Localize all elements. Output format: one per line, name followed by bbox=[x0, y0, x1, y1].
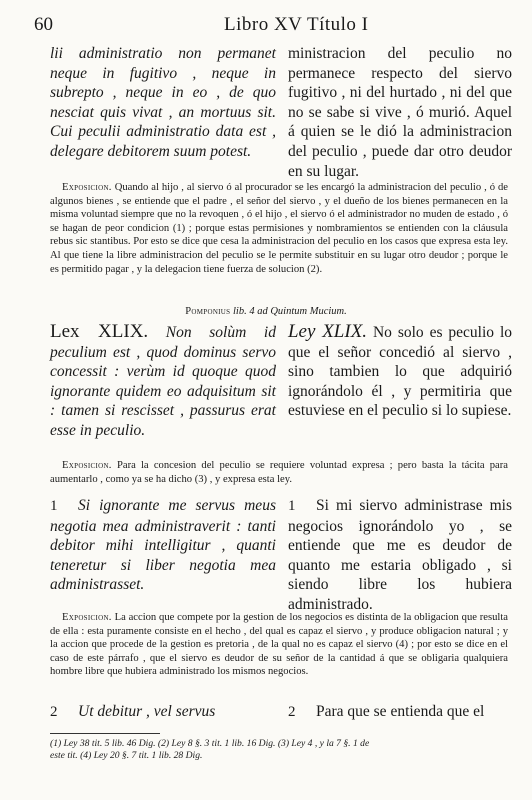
spanish-column bbox=[288, 496, 512, 615]
exposicion-text: Para la concesion del peculio se requiere voluntad expresa ; pero basta la tácita para aumentarlo , como ya se ha dicho (3) , y expresa esta ley. bbox=[50, 460, 508, 485]
exposicion-label: Exposicion. bbox=[62, 182, 112, 193]
ley-heading: Ley XLIX. bbox=[287, 321, 368, 342]
spanish-column bbox=[288, 702, 512, 723]
exposicion-label: Exposicion. bbox=[62, 612, 112, 623]
page-header bbox=[34, 14, 508, 40]
spanish-column bbox=[288, 322, 512, 441]
latin-text: Ut debitur , vel servus bbox=[78, 703, 216, 720]
exposicion-text: La accion que compete por la gestion de los negocios es distinta de la obligacion que resulta de ella : esta puramente consiste en el hecho , del qual es capaz el siervo , y produce obligacion natural ; y la accion que procede de la gestion es pretoria , de la qual no es capaz el siervo (4) ; por esto se dice en el caso de este párrafo , que el siervo es deudor de su señor de la cantidad á que se obligaria qualquiera hombre libre que hubiera administrado los mismos negocios. bbox=[50, 612, 508, 678]
source-attribution bbox=[0, 306, 532, 317]
page-number: 60 bbox=[34, 14, 53, 35]
footnote-line-1: (1) Ley 38 tit. 5 lib. 46 Dig. (2) Ley 8 §. 3 tit. 1 lib. 16 Dig. (3) Ley 4 , y la 7 §. 1 de bbox=[50, 738, 370, 749]
paragraph-number: 1 bbox=[287, 498, 296, 514]
parallel-text-block-3 bbox=[50, 496, 512, 615]
exposicion-1 bbox=[50, 181, 508, 276]
spanish-column: ministracion del peculio no permanece respecto del siervo fugitivo , ni del hurtado , ni del que no se sabe si vive , ó murió. Aquel á quien se le dió la administracion del peculio , puede dar otro deudor en su lugar. bbox=[287, 45, 512, 180]
exposicion-2 bbox=[50, 459, 508, 486]
footnote-divider bbox=[50, 733, 160, 734]
paragraph-number: 2 bbox=[287, 704, 296, 720]
footnotes bbox=[50, 738, 508, 762]
parallel-text-block-2 bbox=[50, 322, 512, 441]
parallel-text-block-4 bbox=[50, 702, 512, 723]
latin-column: lii administratio non permanet neque in fugitivo , neque in subrepto , neque in eo , de quo nesciat quis vivat , an mortuus sit. Cui peculii administratio data est , delegare debitorem suum potest. bbox=[50, 45, 276, 160]
footnote-line-2: este tit. (4) Ley 20 §. 7 tit. 1 lib. 28 Dig. bbox=[50, 750, 203, 761]
running-title: Libro XV Título I bbox=[224, 14, 369, 35]
lex-text: Non solùm id peculium est , quod dominus servo concessit : verùm id quoque quod ignorante quidem eo adquisitum sit : tamen si rescisset , passurus erat esse in peculio. bbox=[50, 324, 276, 439]
spanish-text: Si mi siervo administrase mis negocios ignorándolo yo , se entiende que me es deudor de quanto me estaria obligado , si siendo libre los hubiera administrado. bbox=[287, 497, 512, 613]
latin-column bbox=[50, 702, 276, 723]
exposicion-text: Quando al hijo , al siervo ó al procurador se les encargó la administracion del peculio , ó de algunos bienes , se entiende que el padre , el señor del siervo , y el dueño de los bienes permanecen en la misma voluntad siempre que no la revoquen , ó el hijo , el siervo ó el administrador no muden de estado , ó se hagan de peor condicion (1) ; porque estas permisiones y nombramientos se entienden con la cláusula rebus sic stantibus. Por esto se dice que cesa la administracion del peculio en los casos que expresa esta ley. Al que tiene la libre administracion del peculio se le permite substituir en su lugar otro deudor ; porque le es permitido pagar , y la delegacion tiene fuerza de solucion (2). bbox=[50, 182, 508, 275]
paragraph-number: 1 bbox=[50, 498, 58, 514]
latin-column bbox=[50, 322, 276, 441]
parallel-text-block-1 bbox=[50, 44, 512, 181]
paragraph-number: 2 bbox=[50, 704, 58, 720]
attribution-author: Pomponius bbox=[185, 306, 231, 317]
attribution-work: lib. 4 ad Quintum Mucium. bbox=[232, 306, 347, 317]
exposicion-3 bbox=[50, 611, 508, 679]
ley-text: No solo es peculio lo que el señor concedió al siervo , sino tambien lo que adquirió ignorándolo él , y permitiria que estuviese en el peculio si lo supiese. bbox=[287, 324, 513, 420]
exposicion-label: Exposicion. bbox=[62, 460, 112, 471]
latin-column bbox=[50, 496, 276, 615]
latin-text: Si ignorante me servus meus negotia mea administraverit : tanti debitor mihi intelligitur , quanti teneretur si liber negotia mea administrasset. bbox=[50, 497, 276, 594]
spanish-text: Para que se entienda que el bbox=[315, 703, 485, 720]
lex-heading: Lex XLIX. bbox=[50, 321, 149, 342]
